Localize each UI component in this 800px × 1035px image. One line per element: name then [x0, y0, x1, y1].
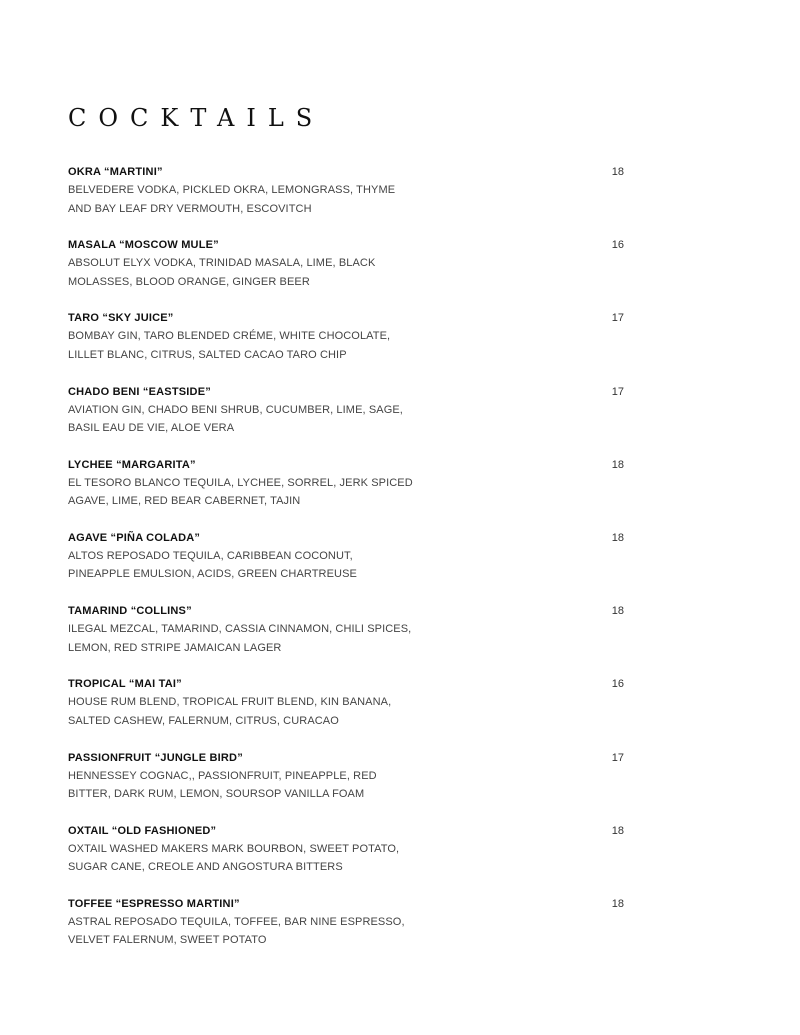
item-description-line: LILLET BLANC, CITRUS, SALTED CACAO TARO CHIP: [68, 348, 347, 361]
item-description: [68, 474, 428, 511]
item-description-line: ABSOLUT ELYX VODKA, TRINIDAD MASALA, LIME, BLACK: [68, 257, 376, 270]
item-description-line: AND BAY LEAF DRY VERMOUTH, ESCOVITCH: [68, 202, 312, 215]
item-name: TARO “SKY JUICE”: [68, 312, 174, 325]
item-price: 16: [611, 239, 624, 252]
item-description: [68, 620, 428, 657]
menu-item: [68, 603, 628, 676]
item-price: 18: [611, 897, 624, 910]
item-description: [68, 327, 428, 364]
item-description-line: BELVEDERE VODKA, PICKLED OKRA, LEMONGRASS, THYME: [68, 184, 396, 196]
item-name: LYCHEE “MARGARITA”: [68, 458, 196, 471]
menu-item: [68, 310, 628, 383]
item-description-line: ILEGAL MEZCAL, TAMARIND, CASSIA CINNAMON, CHILI SPICES,: [68, 623, 412, 636]
item-price: 16: [611, 678, 624, 691]
menu-item: [68, 823, 628, 896]
item-description-line: MOLASSES, BLOOD ORANGE, GINGER BEER: [68, 275, 310, 288]
page-title: COCKTAILS: [68, 104, 325, 132]
item-description: [68, 913, 428, 950]
item-description-line: BASIL EAU DE VIE, ALOE VERA: [68, 422, 235, 435]
item-name: CHADO BENI “EASTSIDE”: [68, 385, 211, 398]
item-description-line: HENNESSEY COGNAC,, PASSIONFRUIT, PINEAPPLE, RED: [68, 769, 377, 782]
item-description-line: LEMON, RED STRIPE JAMAICAN LAGER: [68, 641, 282, 654]
item-description: [68, 840, 428, 877]
menu-item: [68, 750, 628, 823]
item-description: [68, 693, 428, 730]
item-description-line: BITTER, DARK RUM, LEMON, SOURSOP VANILLA FOAM: [68, 788, 365, 800]
item-price: 18: [611, 605, 624, 618]
item-description-line: VELVET FALERNUM, SWEET POTATO: [68, 934, 267, 947]
item-description: [68, 254, 428, 291]
menu-item: [68, 676, 628, 749]
item-description-line: ASTRAL REPOSADO TEQUILA, TOFFEE, BAR NINE ESPRESSO,: [68, 915, 405, 928]
item-description-line: HOUSE RUM BLEND, TROPICAL FRUIT BLEND, KIN BANANA,: [68, 696, 392, 709]
item-description-line: EL TESORO BLANCO TEQUILA, LYCHEE, SORREL, JERK SPICED: [68, 476, 413, 489]
menu-item: [68, 384, 628, 457]
menu-item: [68, 457, 628, 530]
item-description-line: SUGAR CANE, CREOLE AND ANGOSTURA BITTERS: [68, 861, 343, 874]
item-price: 17: [611, 751, 624, 764]
item-name: OXTAIL “OLD FASHIONED”: [68, 824, 217, 837]
item-name: TAMARIND “COLLINS”: [68, 605, 192, 618]
menu-item: [68, 530, 628, 603]
menu-item: [68, 164, 628, 237]
item-name: AGAVE “PIÑA COLADA”: [68, 531, 201, 544]
menu-item: [68, 896, 628, 969]
item-description-line: AGAVE, LIME, RED BEAR CABERNET, TAJIN: [68, 495, 301, 508]
item-description-line: ALTOS REPOSADO TEQUILA, CARIBBEAN COCONUT,: [68, 549, 353, 562]
menu-item: [68, 237, 628, 310]
item-description-line: AVIATION GIN, CHADO BENI SHRUB, CUCUMBER, LIME, SAGE,: [68, 403, 403, 416]
item-description: [68, 767, 428, 804]
item-price: 18: [611, 824, 624, 837]
item-price: 18: [611, 166, 624, 178]
item-name: TROPICAL “MAI TAI”: [68, 678, 182, 691]
item-price: 18: [611, 531, 624, 544]
item-description: [68, 181, 428, 218]
item-price: 17: [611, 312, 624, 325]
item-name: PASSIONFRUIT “JUNGLE BIRD”: [68, 751, 243, 764]
item-description-line: OXTAIL WASHED MAKERS MARK BOURBON, SWEET POTATO,: [68, 842, 400, 855]
item-name: OKRA “MARTINI”: [68, 166, 163, 178]
item-price: 18: [611, 458, 624, 471]
item-name: MASALA “MOSCOW MULE”: [68, 239, 219, 252]
item-description: [68, 401, 428, 438]
item-description-line: PINEAPPLE EMULSION, ACIDS, GREEN CHARTREUSE: [68, 568, 357, 581]
item-description-line: BOMBAY GIN, TARO BLENDED CRÉME, WHITE CHOCOLATE,: [68, 330, 391, 343]
item-name: TOFFEE “ESPRESSO MARTINI”: [68, 897, 240, 910]
item-description: [68, 547, 428, 584]
item-price: 17: [611, 385, 624, 398]
cocktail-list: [68, 164, 628, 969]
item-description-line: SALTED CASHEW, FALERNUM, CITRUS, CURACAO: [68, 714, 339, 727]
